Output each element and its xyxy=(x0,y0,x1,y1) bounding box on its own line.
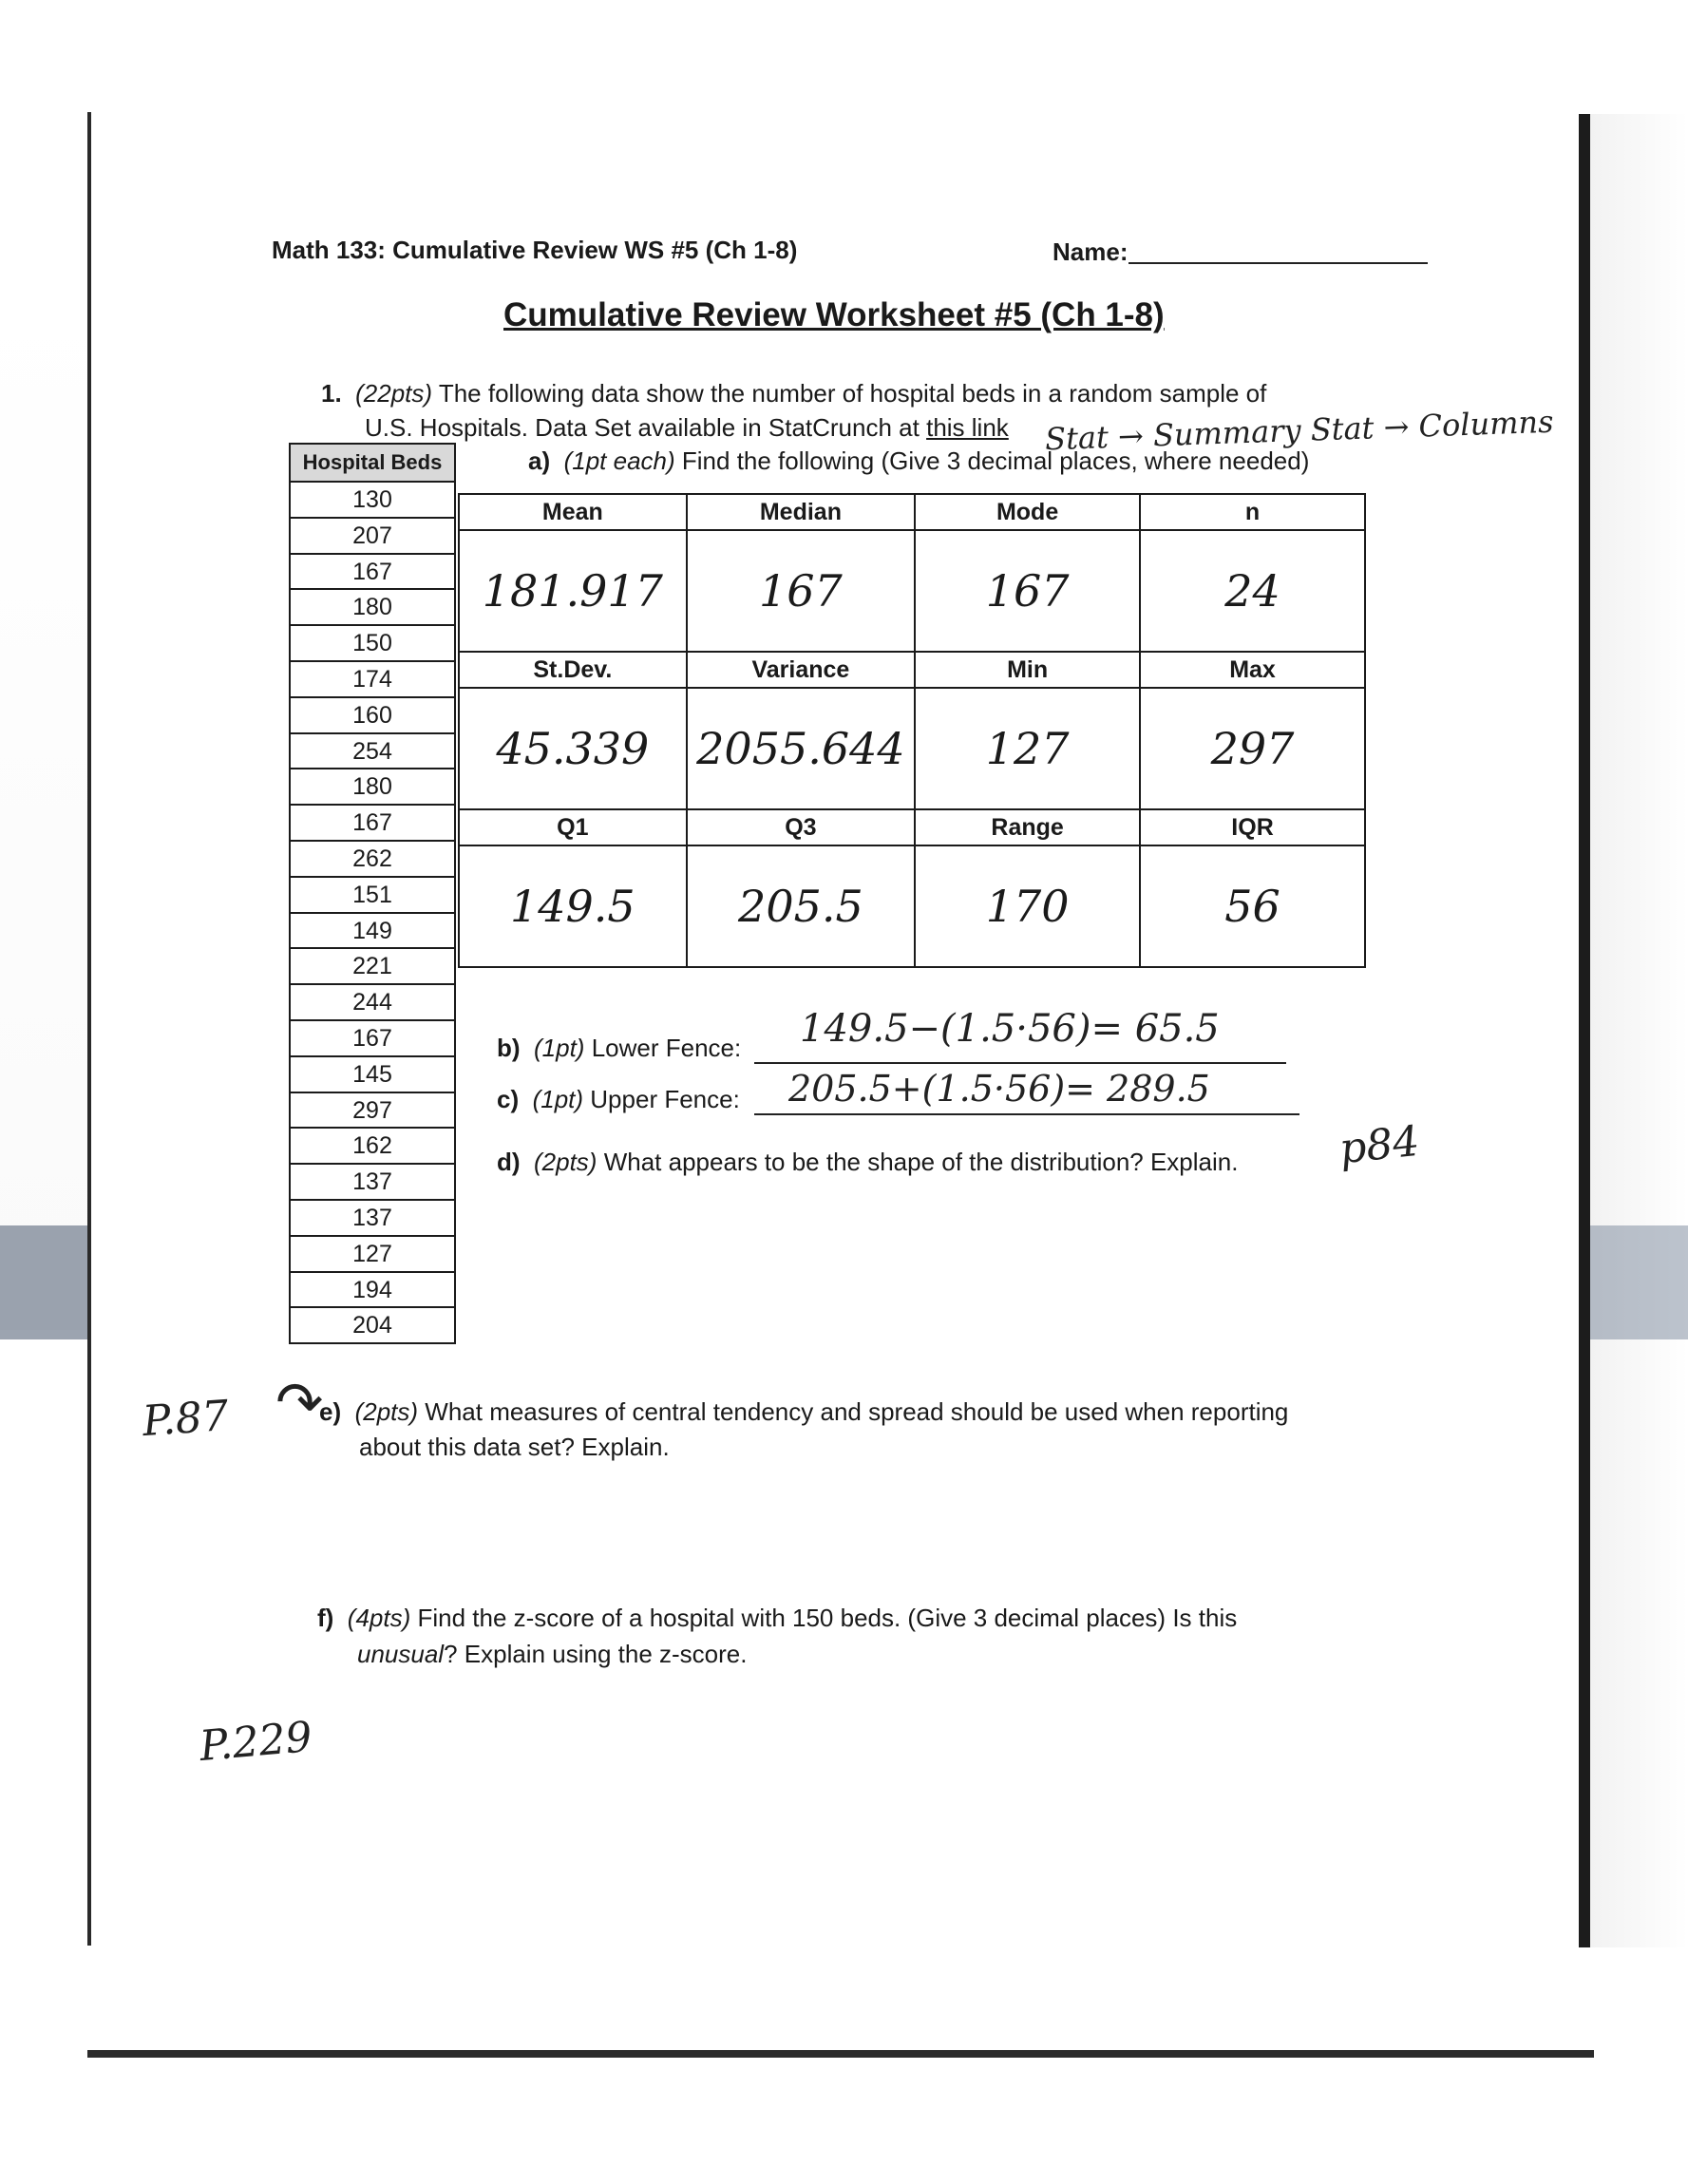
part-f-text-a: Find the z-score of a hospital with 150 beds. (Give 3 decimal places) Is this xyxy=(417,1604,1238,1632)
list-item: 127 xyxy=(291,1237,454,1273)
part-c-letter: c) xyxy=(497,1085,520,1113)
list-item: 174 xyxy=(291,662,454,698)
part-d xyxy=(497,1148,1238,1177)
stat-label-mode: Mode xyxy=(915,494,1140,530)
list-item: 162 xyxy=(291,1129,454,1165)
part-f-letter: f) xyxy=(317,1604,334,1632)
stat-label-median: Median xyxy=(687,494,915,530)
name-label: Name: xyxy=(1053,237,1128,266)
part-b xyxy=(497,1034,741,1063)
list-item: 167 xyxy=(291,806,454,842)
part-c xyxy=(497,1085,740,1114)
page-background-right xyxy=(1590,114,1688,1947)
part-c-label: Upper Fence: xyxy=(590,1085,740,1113)
curved-arrow-icon: ↷ xyxy=(275,1371,324,1434)
list-item: 262 xyxy=(291,842,454,878)
list-item: 167 xyxy=(291,1021,454,1057)
part-a-letter: a) xyxy=(528,446,551,475)
part-f-text-b: ? Explain using the z-score. xyxy=(444,1640,748,1668)
stat-value-median[interactable]: 167 xyxy=(687,530,915,652)
list-item: 180 xyxy=(291,590,454,626)
list-item: 180 xyxy=(291,769,454,806)
stat-value-mean[interactable]: 181.917 xyxy=(459,530,687,652)
part-a-points: (1pt each) xyxy=(563,446,675,475)
list-item: 194 xyxy=(291,1273,454,1309)
stat-label-mean: Mean xyxy=(459,494,687,530)
question-text-a: The following data show the number of hospital beds in a random sample of xyxy=(438,379,1267,408)
list-item: 145 xyxy=(291,1057,454,1093)
margin-note-p87: P.87 xyxy=(141,1391,231,1447)
hospital-beds-list xyxy=(289,443,456,1344)
stat-value-mode[interactable]: 167 xyxy=(915,530,1140,652)
stat-label-iqr: IQR xyxy=(1140,809,1365,845)
part-a xyxy=(528,446,1309,476)
part-b-points: (1pt) xyxy=(534,1034,585,1062)
list-item: 221 xyxy=(291,949,454,985)
list-item: 130 xyxy=(291,483,454,519)
page-edge-left xyxy=(87,112,91,1946)
handwritten-path-note: Stat → Summary Stat → Columns xyxy=(1044,403,1555,458)
stat-label-q1: Q1 xyxy=(459,809,687,845)
upper-fence-line xyxy=(754,1113,1299,1115)
stat-label-max: Max xyxy=(1140,652,1365,688)
worksheet-title: Cumulative Review Worksheet #5 (Ch 1-8) xyxy=(503,296,1165,333)
list-item: 137 xyxy=(291,1165,454,1201)
statistics-table xyxy=(458,493,1366,968)
part-e xyxy=(319,1395,1364,1465)
statcrunch-link[interactable]: this link xyxy=(926,413,1009,442)
margin-note-p84: p84 xyxy=(1337,1116,1422,1174)
stat-label-variance: Variance xyxy=(687,652,915,688)
list-item: 204 xyxy=(352,1312,392,1339)
question-points: (22pts) xyxy=(355,379,433,408)
list-item: 207 xyxy=(291,519,454,555)
page-edge-bottom xyxy=(87,2050,1594,2058)
name-field-line[interactable] xyxy=(1128,262,1428,264)
part-f xyxy=(317,1600,1343,1672)
stat-label-range: Range xyxy=(915,809,1140,845)
upper-fence-answer[interactable]: 205.5+(1.5·56)= 289.5 xyxy=(788,1068,1210,1110)
part-a-text: Find the following (Give 3 decimal places, where needed) xyxy=(681,446,1310,475)
list-item: 149 xyxy=(291,914,454,950)
stat-value-min[interactable]: 127 xyxy=(915,688,1140,809)
stat-label-stdev: St.Dev. xyxy=(459,652,687,688)
list-item: 167 xyxy=(291,555,454,591)
stat-value-q1[interactable]: 149.5 xyxy=(459,845,687,967)
stat-label-n: n xyxy=(1140,494,1365,530)
part-e-letter: e) xyxy=(319,1397,342,1426)
part-e-text-b: about this data set? Explain. xyxy=(359,1433,670,1461)
lower-fence-line xyxy=(754,1062,1286,1064)
part-b-label: Lower Fence: xyxy=(591,1034,742,1062)
list-item: 160 xyxy=(291,698,454,734)
list-item: 150 xyxy=(291,626,454,662)
course-header: Math 133: Cumulative Review WS #5 (Ch 1-8) xyxy=(272,236,798,264)
page-edge-right xyxy=(1579,114,1590,1947)
part-d-text: What appears to be the shape of the distribution? Explain. xyxy=(603,1148,1239,1176)
list-item: 151 xyxy=(291,878,454,914)
hospital-beds-header: Hospital Beds xyxy=(291,445,454,483)
stat-label-min: Min xyxy=(915,652,1140,688)
list-item: 137 xyxy=(291,1201,454,1237)
part-c-points: (1pt) xyxy=(532,1085,584,1113)
part-d-points: (2pts) xyxy=(534,1148,597,1176)
part-b-letter: b) xyxy=(497,1034,521,1062)
stat-value-q3[interactable]: 205.5 xyxy=(687,845,915,967)
stat-value-iqr[interactable]: 56 xyxy=(1140,845,1365,967)
part-f-points: (4pts) xyxy=(347,1604,411,1632)
list-item: 244 xyxy=(291,985,454,1021)
stat-label-q3: Q3 xyxy=(687,809,915,845)
question-number: 1. xyxy=(321,379,342,408)
stat-value-n[interactable]: 24 xyxy=(1140,530,1365,652)
question-text-b: U.S. Hospitals. Data Set available in StatCrunch at xyxy=(365,413,920,442)
part-e-points: (2pts) xyxy=(354,1397,419,1426)
background-streak-right xyxy=(1590,1225,1688,1339)
list-item: 297 xyxy=(291,1093,454,1130)
stat-value-variance[interactable]: 2055.644 xyxy=(687,688,915,809)
stat-value-range[interactable]: 170 xyxy=(915,845,1140,967)
page-background-left xyxy=(0,285,87,1330)
list-item: 254 xyxy=(291,734,454,770)
part-d-letter: d) xyxy=(497,1148,521,1176)
lower-fence-answer[interactable]: 149.5−(1.5·56)= 65.5 xyxy=(800,1007,1220,1051)
background-streak-left xyxy=(0,1225,87,1339)
stat-value-stdev[interactable]: 45.339 xyxy=(459,688,687,809)
margin-note-p229: P.229 xyxy=(198,1712,314,1772)
stat-value-max[interactable]: 297 xyxy=(1140,688,1365,809)
part-f-unusual: unusual xyxy=(357,1640,445,1668)
part-e-text-a: What measures of central tendency and spread should be used when reporting xyxy=(425,1397,1289,1426)
